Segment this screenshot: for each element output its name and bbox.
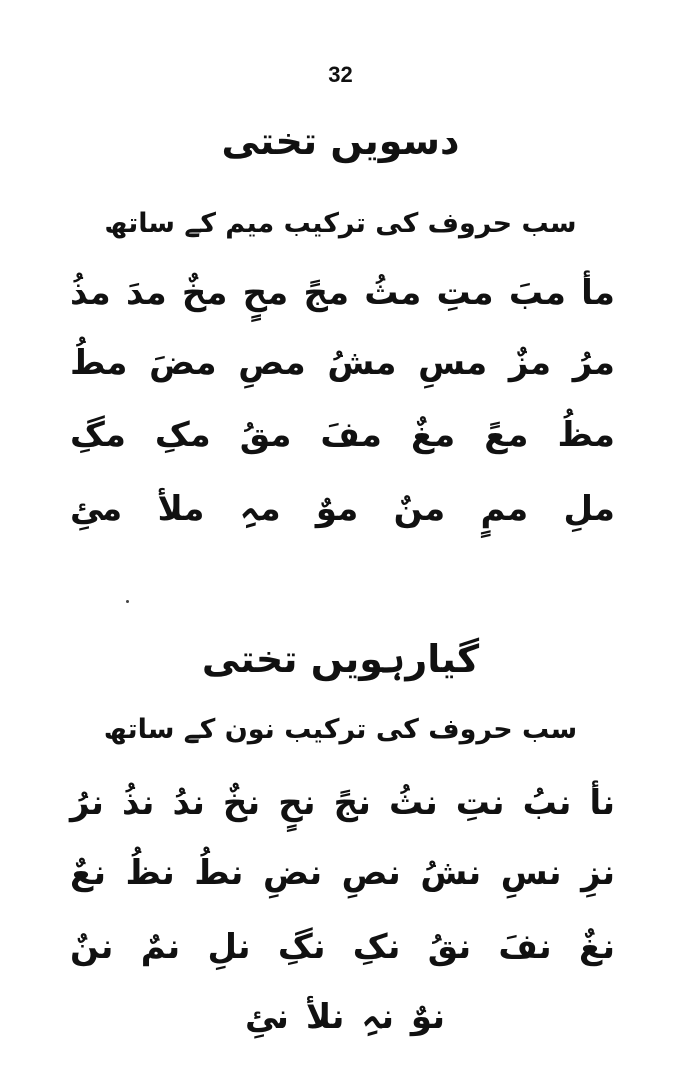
letter-combination: نزِ [581, 853, 615, 893]
page-number: 32 [328, 62, 353, 87]
letter-row [70, 848, 615, 898]
letter-combination: مذُ [70, 273, 111, 313]
letter-combination: نتِ [455, 783, 505, 823]
letter-combination: مأ [581, 273, 615, 313]
letter-combination: مدَ [125, 273, 167, 313]
letter-combination: مطُ [70, 343, 128, 383]
letter-combination: نغٌ [579, 927, 615, 967]
letter-combination: مقُ [239, 415, 292, 455]
letter-row [70, 922, 615, 972]
section-title: گیارہویں تختی [201, 637, 480, 681]
letter-combination: نعٌ [70, 853, 106, 893]
letter-combination: مظُ [557, 415, 615, 455]
letter-combination: مرُ [572, 343, 615, 383]
letter-combination: محٍ [242, 273, 289, 313]
letter-row [70, 338, 615, 388]
letter-combination: نطُ [194, 853, 244, 893]
letter-row [70, 268, 615, 318]
letter-combination: مفَ [320, 415, 382, 455]
letter-combination: مہِ [239, 489, 281, 529]
letter-combination: نثُ [388, 783, 438, 823]
letter-combination: نبُ [522, 783, 572, 823]
letter-combination: مشُ [327, 343, 397, 383]
letter-row [70, 484, 615, 534]
letter-combination: نظُ [125, 853, 175, 893]
letter-combination: نئِ [245, 997, 289, 1037]
letter-combination: نگِ [277, 927, 326, 967]
letter-combination: نشُ [420, 853, 482, 893]
letter-combination: مصِ [238, 343, 306, 383]
letter-combination: نذُ [121, 783, 155, 823]
letter-combination: مبَ [508, 273, 566, 313]
section-subtitle: سب حروف کی ترکیب نون کے ساتھ [103, 714, 578, 745]
letter-combination: مزٌ [508, 343, 552, 383]
letter-combination: نسِ [500, 853, 562, 893]
letter-combination: ندُ [172, 783, 205, 823]
letter-combination: نضِ [262, 853, 323, 893]
letter-combination: نقُ [427, 927, 472, 967]
letter-combination: ننٌ [70, 927, 114, 967]
letter-combination: مجً [303, 273, 350, 313]
letter-combination: ممٍ [480, 489, 529, 529]
letter-combination: نرُ [70, 783, 104, 823]
scan-speck [126, 600, 129, 603]
letter-combination: مگِ [70, 415, 126, 455]
letter-combination: نحٍ [278, 783, 316, 823]
letter-combination: نخٌ [222, 783, 261, 823]
letter-combination: مسِ [418, 343, 488, 383]
letter-combination: نلِ [207, 927, 251, 967]
letter-row [70, 410, 615, 460]
letter-combination: مضَ [149, 343, 217, 383]
letter-combination: نہِ [361, 997, 395, 1037]
section-title: دسویں تختی [221, 119, 460, 163]
letter-combination: موٌ [315, 489, 359, 529]
letter-combination: مئِ [70, 489, 123, 529]
letter-combination: مثُ [364, 273, 422, 313]
letter-combination: نلأ [305, 997, 345, 1037]
letter-combination: ملِ [563, 489, 615, 529]
letter-combination: ملأ [157, 489, 205, 529]
letter-combination: متِ [436, 273, 494, 313]
letter-row [70, 778, 615, 828]
letter-combination: مکِ [154, 415, 211, 455]
letter-combination: نوٌ [410, 997, 445, 1037]
letter-combination: معً [484, 415, 529, 455]
letter-combination: مخٌ [181, 273, 228, 313]
letter-combination: نمٌ [140, 927, 181, 967]
letter-row [245, 992, 445, 1042]
letter-combination: نفَ [498, 927, 552, 967]
section-subtitle: سب حروف کی ترکیب میم کے ساتھ [104, 208, 577, 239]
letter-combination: نصِ [341, 853, 401, 893]
letter-combination: نکِ [352, 927, 401, 967]
letter-combination: منٌ [393, 489, 446, 529]
letter-combination: نجً [333, 783, 371, 823]
letter-combination: نأ [589, 783, 615, 823]
letter-combination: مغٌ [410, 415, 456, 455]
